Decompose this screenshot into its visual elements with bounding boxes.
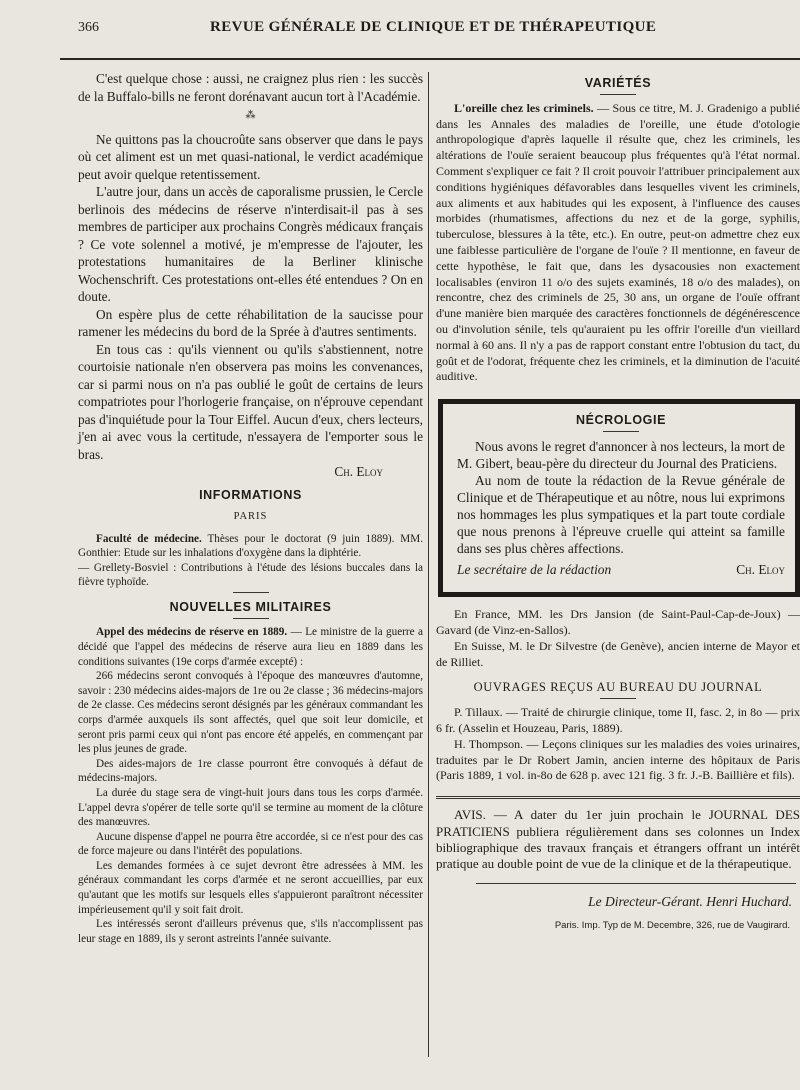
printer-imprint: Paris. Imp. Typ de M. Decembre, 326, rue de Vaugirard. bbox=[554, 919, 790, 931]
paragraph: La durée du stage sera de vingt-huit jours dans tous les corps d'armée. L'appel devra s'opérer de telle sorte qu'il se termine au moment de la clôture des manœuvres. bbox=[78, 786, 423, 829]
divider bbox=[233, 618, 269, 619]
paragraph: Les demandes formées à ce sujet devront être adressées à MM. les généraux commandant les corps d'armée et ne seront accueillies, par eux qu'autant que les motifs sur lesquels elles s'appuieront paraîtront nécessiter impérieusement qu'il y soit fait droit. bbox=[78, 859, 423, 916]
director-signature: Le Directeur-Gérant. Henri Huchard. bbox=[588, 893, 792, 909]
section-title-varietes: VARIÉTÉS bbox=[584, 76, 652, 90]
paragraph: Aucune dispense d'appel ne pourra être accordée, si ce n'est pour des cas de force majeure ou dans l'intérêt des populations. bbox=[78, 830, 423, 858]
news-item: — Grellety-Bosviel : Contributions à l'étude des lésions buccales dans la fièvre typhoïde. bbox=[78, 561, 423, 589]
divider bbox=[233, 592, 269, 593]
nomination: En Suisse, M. le Dr Silvestre (de Genève), ancien interne de Mayor et de Rilliet. bbox=[436, 638, 800, 669]
paragraph: Ne quittons pas la choucroûte sans observer que dans le pays où cet aliment est un met quasi-national, le verdict académique peut avoir quelque retentissement. bbox=[78, 131, 423, 182]
column-divider bbox=[428, 72, 429, 1057]
news-text: Thèses pour le doctorat (9 juin 1889). MM. Gonthier: Etude sur les inhalations d'oxygène dans la diphtérie. bbox=[78, 532, 423, 560]
article-text: — Sous ce titre, M. J. Gradenigo a publié dans les Annales des maladies de l'oreille, une étude d'otologie anthropologique d'après laquelle il résulte que, chez les criminels, les altérations de l'ouïe seraient beaucoup plus fréquentes qu'à l'état normal. Comment s'expliquer ce fait ? Il croit pouvoir l'attribuer principalement aux conditions hygiéniques défavorables dans lesquelles vivent les criminels, aux aliments et aux habitudes qui les exposent, à l'influence des causes morbides (rhumatismes, affections du nez et de la gorge, syphilis, tuberculose, blessures à la tête, etc.). En outre, peut-on admettre chez eux une faiblesse particulière de l'organe de l'ouïe ? Il mentionne, en faveur de cette hypothèse, le fait que, dans les dysacousies non exactement localisables (environ 11 o/o des sujets examinés, 18 o/o des malades), on rencontre, chez des criminels de 25, 30 ans, un organe de l'ouïe offrant d'une manière bien marquée des caractères fonctionnels de dégénérescence ou d'involution sénile, tels qu'auraient pu les offrir l'oreille d'un vieillard normal à 60 ans. Il n'y a pas de rapport constant entre l'obtusion du tact, du goût et de l'odorat, fréquente chez les criminels, et la diminution de l'acuité auditive. bbox=[436, 100, 800, 384]
news-item bbox=[78, 532, 423, 561]
section-title-ouvrages: OUVRAGES REÇUS AU BUREAU DU JOURNAL bbox=[473, 680, 763, 695]
paragraph: Les intéressés seront d'ailleurs prévenus que, s'ils n'accomplissent pas leur stage en 1889, ils y seront astreints l'année suivante. bbox=[78, 918, 423, 945]
paragraph: C'est quelque chose : aussi, ne craignez plus rien : les succès de la Buffalo-bills ne feront dorénavant aucun tort à l'Académie. bbox=[78, 71, 423, 104]
section-title-informations: INFORMATIONS bbox=[199, 487, 302, 502]
paragraph: 266 médecins seront convoqués à l'époque des manœuvres d'automne, savoir : 230 médecins aides-majors de 1re ou 2e classe ; 36 médecins-majors de 2e classe. Ces médecins seront désignés par les généraux commandant les corps d'armée auxquels ils sont affectés, quel que soit leur domicile, et seront pris parmi ceux qui n'ont pas encore été appelés, en commençant par les plus jeunes de grade. bbox=[78, 670, 423, 756]
divider bbox=[476, 883, 796, 884]
obituary-box bbox=[438, 399, 800, 597]
section-title-militaires: NOUVELLES MILITAIRES bbox=[169, 599, 332, 614]
article bbox=[436, 101, 800, 385]
left-column bbox=[78, 70, 423, 946]
book-entry: H. Thompson. — Leçons cliniques sur les maladies des voies urinaires, traduites par le Dr Robert Jamin, ancien interne des hôpitaux de Paris (Paris 1889, 1 vol. in-8o de 628 p. avec 121 fig. 3 fr. J.-B. Baillière et fils). bbox=[436, 736, 800, 783]
signature: Ch. Eloy bbox=[334, 464, 383, 479]
divider bbox=[603, 431, 639, 432]
paragraph: On espère plus de cette réhabilitation de la saucisse pour ramener les médecins du bord de la Sprée à d'autres sentiments. bbox=[78, 306, 423, 339]
book-entry: P. Tillaux. — Traité de chirurgie clinique, tome II, fasc. 2, in 8o — prix 6 fr. (Asselin et Houzeau, Paris, 1889). bbox=[436, 705, 800, 735]
divider bbox=[436, 796, 800, 799]
paragraph: Des aides-majors de 1re classe pourront être convoqués à défaut de médecins-majors. bbox=[78, 757, 423, 785]
page-number: 366 bbox=[78, 20, 99, 35]
paragraph: Nous avons le regret d'annoncer à nos lecteurs, la mort de M. Gibert, beau-père du directeur du Journal des Praticiens. bbox=[457, 439, 785, 472]
news-text: — Le ministre de la guerre a décidé que l'appel des médecins de réserve aura lieu en 1889 dans les conditions suivantes (19e corps d'armée excepté) : bbox=[78, 626, 423, 668]
running-title: REVUE GÉNÉRALE DE CLINIQUE ET DE THÉRAPEUTIQUE bbox=[210, 19, 657, 35]
section-subtitle-paris: PARIS bbox=[233, 511, 268, 522]
right-column bbox=[436, 70, 800, 933]
nomination: En France, MM. les Drs Jansion (de Saint-Paul-Cap-de-Joux) — Gavard (de Vinz-en-Sallos). bbox=[436, 607, 800, 637]
news-item bbox=[78, 625, 423, 669]
secretary-signature: Le secrétaire de la rédaction bbox=[457, 562, 612, 578]
notice: AVIS. — A dater du 1er juin prochain le JOURNAL DES PRATICIENS publiera régulièrement dans ses colonnes un Index bibliographique des travaux français et étrangers offrant un intérêt pratique au double point de vue de la clinique et de la thérapeutique. bbox=[436, 807, 800, 872]
ornament: ⁂ bbox=[245, 110, 256, 121]
news-lead: Faculté de médecine. bbox=[96, 532, 202, 545]
divider bbox=[600, 94, 636, 95]
paragraph: En tous cas : qu'ils viennent ou qu'ils s'abstiennent, notre courtoisie nationale n'en observera pas moins les convenances, car si parmi nous on n'a pas oublié le goût de certains de leurs compatriotes pour l'horlogerie française, on n'éprouve cependant pas d'inquiétude pour la Tour Eiffel. Aucun d'eux, chers lecteurs, j'en ai avec vous la certitude, n'essayera de l'emporter sous le bras. bbox=[78, 341, 423, 462]
section-title-necrologie: NÉCROLOGIE bbox=[575, 413, 667, 428]
page-header bbox=[60, 18, 800, 40]
author-signature: Ch. Eloy bbox=[736, 562, 785, 578]
paragraph: L'autre jour, dans un accès de caporalisme prussien, le Cercle berlinois des médecins de réserve n'interdisait-il pas à ses membres de participer aux prochains Congrès médicaux français ? Ce vote solennel a motivé, je m'empresse de l'ajouter, les protestations humanitaires de la Berliner klinische Wochenschrift. Ces protestations ont-elles été entendues ? On en doute. bbox=[78, 184, 423, 304]
news-lead: Appel des médecins de réserve en 1889. bbox=[96, 626, 288, 639]
header-rule bbox=[60, 58, 800, 60]
obituary-signatures bbox=[457, 561, 785, 578]
divider bbox=[600, 698, 636, 699]
paragraph: Au nom de toute la rédaction de la Revue générale de Clinique et de Thérapeutique et au nôtre, nous lui exprimons nos hommages les plus sympatiques et la part toute cordiale que nous prenons à l'épreuve cruelle qui atteint sa famille dans ses plus chères affections. bbox=[457, 473, 785, 557]
article-lead: L'oreille chez les criminels. bbox=[454, 100, 594, 115]
